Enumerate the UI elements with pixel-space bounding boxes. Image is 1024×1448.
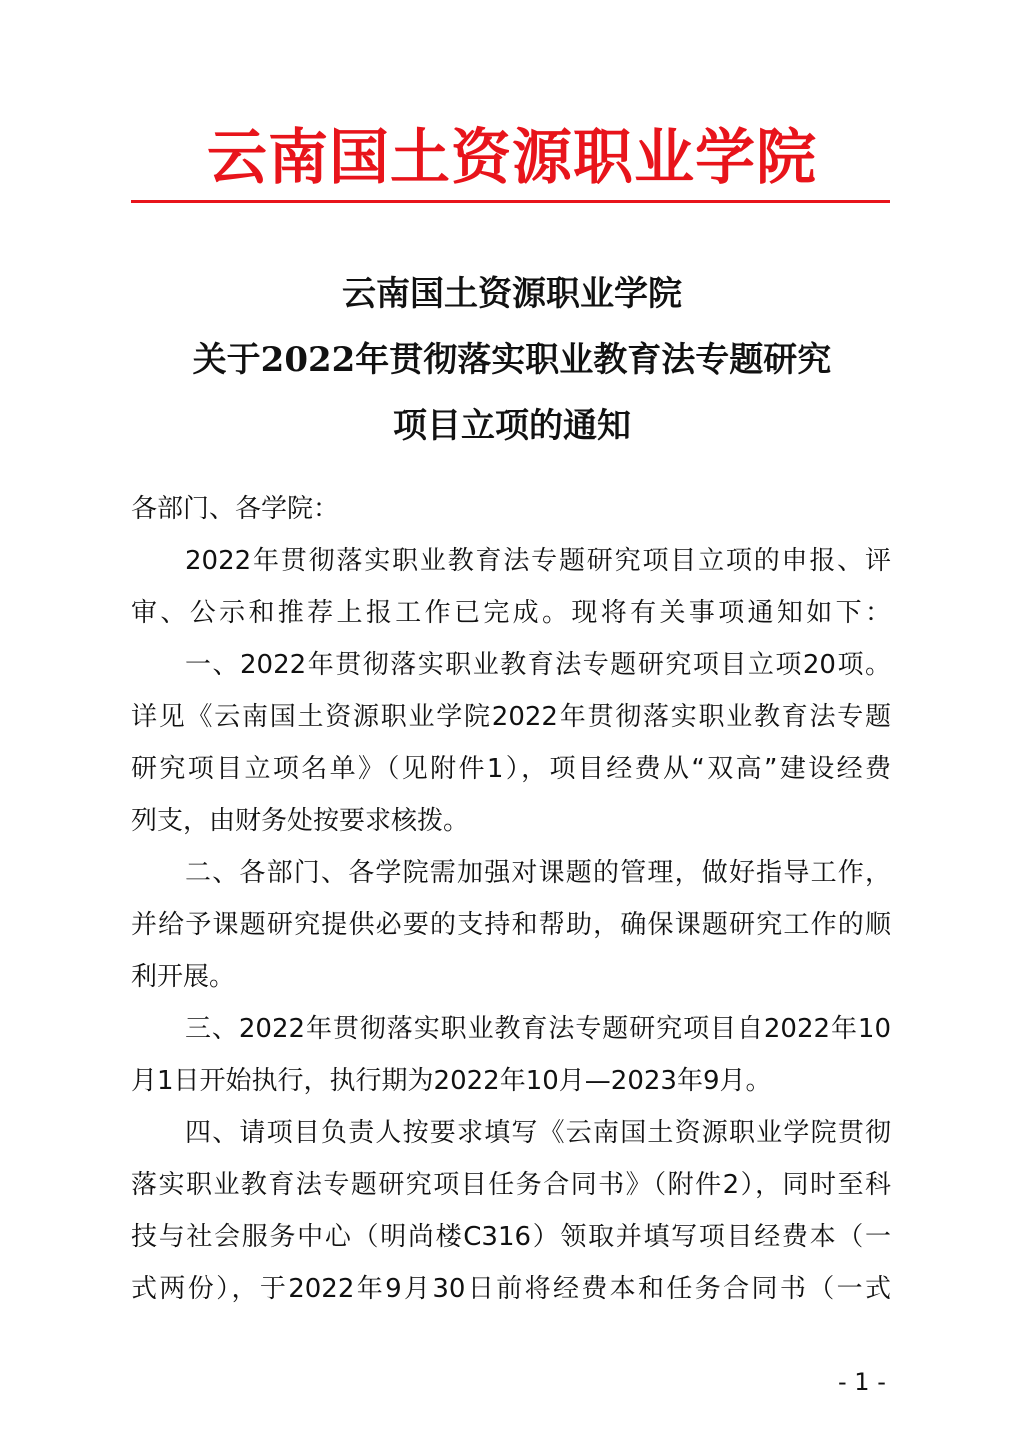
body-line: 二、各部门、各学院需加强对课题的管理，做好指导工作， [185, 858, 891, 888]
body-line: 列支，由财务处按要求核拨。 [131, 806, 470, 836]
body-line: 式两份），于2022年9月30日前将经费本和任务合同书（一式 [131, 1274, 891, 1304]
body-line: 技与社会服务中心（明尚楼C316）领取并填写项目经费本（一 [131, 1222, 891, 1252]
body-line: 利开展。 [131, 962, 236, 992]
body-line: 2022年贯彻落实职业教育法专题研究项目立项的申报、评 [185, 546, 891, 576]
page-number: - 1 - [838, 1368, 886, 1396]
body-line: 并给予课题研究提供必要的支持和帮助，确保课题研究工作的顺 [131, 910, 891, 940]
body-line: 详见《云南国土资源职业学院2022年贯彻落实职业教育法专题 [131, 702, 891, 732]
document-title-line-3: 项目立项的通知 [393, 406, 631, 446]
masthead-red-rule [131, 200, 890, 203]
document-title-line-1: 云南国土资源职业学院 [342, 274, 682, 314]
body-line: 审、公示和推荐上报工作已完成。现将有关事项通知如下： [131, 598, 891, 628]
body-line: 落实职业教育法专题研究项目任务合同书》（附件2），同时至科 [131, 1170, 891, 1200]
body-line: 月1日开始执行，执行期为2022年10月—2023年9月。 [131, 1066, 772, 1096]
body-line: 研究项目立项名单》（见附件1），项目经费从“双高”建设经费 [131, 754, 891, 784]
document-title-line-2: 关于2022年贯彻落实职业教育法专题研究 [192, 340, 832, 380]
body-line: 四、请项目负责人按要求填写《云南国土资源职业学院贯彻 [185, 1118, 891, 1148]
body-line: 三、2022年贯彻落实职业教育法专题研究项目自2022年10 [185, 1014, 891, 1044]
body-line: 一、2022年贯彻落实职业教育法专题研究项目立项20项。 [185, 650, 891, 680]
salutation: 各部门、各学院： [131, 494, 340, 524]
masthead-institution-name: 云南国土资源职业学院 [207, 123, 817, 193]
